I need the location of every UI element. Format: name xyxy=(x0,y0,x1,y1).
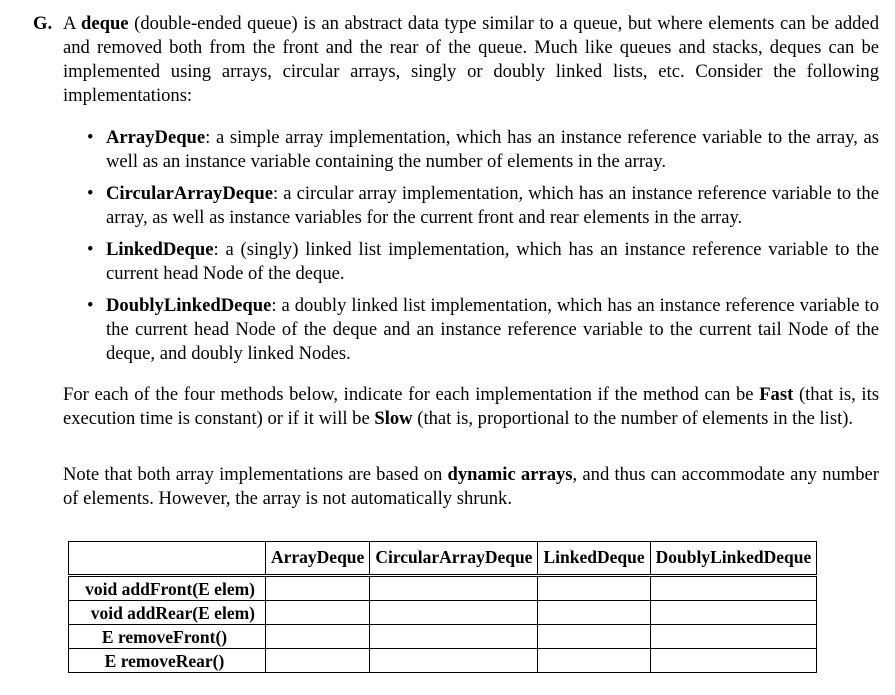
table-row xyxy=(69,625,817,649)
bullet-icon: • xyxy=(87,127,94,148)
answer-cell[interactable] xyxy=(370,625,538,649)
impl-name: ArrayDeque xyxy=(106,127,206,148)
answer-cell[interactable] xyxy=(650,601,817,625)
note-term: dynamic arrays xyxy=(447,464,573,485)
note-text-b: , and thus can accommodate any number of elements. However, the array is not automatically shrunk. xyxy=(63,464,879,509)
answer-table xyxy=(68,541,817,673)
column-header: CircularArrayDeque xyxy=(370,542,538,576)
column-header: DoublyLinkedDeque xyxy=(650,542,817,576)
impl-desc: : a (singly) linked list implementation, which has an instance reference variable to the current head Node of the deque. xyxy=(106,239,879,284)
bullet-icon: • xyxy=(87,295,94,316)
impl-name: CircularArrayDeque xyxy=(106,183,273,204)
answer-cell[interactable] xyxy=(538,601,650,625)
intro-term: deque xyxy=(81,13,129,34)
impl-name: DoublyLinkedDeque xyxy=(106,295,272,316)
list-item xyxy=(63,238,879,286)
question-label: G. xyxy=(33,13,53,34)
answer-cell[interactable] xyxy=(538,576,650,601)
bullet-icon: • xyxy=(87,239,94,260)
instructions-paragraph xyxy=(63,383,879,431)
answer-cell[interactable] xyxy=(266,601,370,625)
intro-text-a: A xyxy=(63,13,82,34)
instr-text-c: (that is, proportional to the number of elements in the list). xyxy=(412,408,854,429)
answer-cell[interactable] xyxy=(538,649,650,673)
answer-cell[interactable] xyxy=(370,601,538,625)
intro-text-b: (double-ended queue) is an abstract data type similar to a queue, but where elements can be added and removed both from the front and the rear of the queue. Much like queues and stacks, deques can be implemented using arrays, circular arrays, singly or doubly linked lists, etc. Consider the following implementations: xyxy=(63,13,879,106)
list-item xyxy=(63,294,879,366)
slow-term: Slow xyxy=(374,408,413,429)
note-paragraph xyxy=(63,463,879,511)
method-label: void addFront(E elem) xyxy=(69,576,266,601)
instr-text-a: For each of the four methods below, indicate for each implementation if the method can be xyxy=(63,384,760,405)
table-row xyxy=(69,601,817,625)
impl-desc: : a doubly linked list implementation, which has an instance reference variable to the current head Node of the deque and an instance reference variable to the current tail Node of the deque, and doubly linked Nodes. xyxy=(106,295,879,364)
answer-cell[interactable] xyxy=(370,576,538,601)
method-label: E removeFront() xyxy=(69,625,266,649)
implementation-list xyxy=(63,126,879,374)
column-header: LinkedDeque xyxy=(538,542,650,576)
answer-cell[interactable] xyxy=(650,649,817,673)
method-label: void addRear(E elem) xyxy=(69,601,266,625)
list-item xyxy=(63,126,879,174)
method-label: E removeRear() xyxy=(69,649,266,673)
intro-paragraph xyxy=(63,12,879,108)
answer-cell[interactable] xyxy=(650,576,817,601)
table-row xyxy=(69,649,817,673)
answer-cell[interactable] xyxy=(538,625,650,649)
column-header: ArrayDeque xyxy=(266,542,370,576)
answer-cell[interactable] xyxy=(266,649,370,673)
table-row xyxy=(69,576,817,601)
bullet-icon: • xyxy=(87,183,94,204)
list-item xyxy=(63,182,879,230)
note-text-a: Note that both array implementations are based on xyxy=(63,464,448,485)
answer-cell[interactable] xyxy=(370,649,538,673)
corner-cell xyxy=(69,542,266,576)
table-header-row xyxy=(69,542,817,576)
answer-cell[interactable] xyxy=(266,625,370,649)
answer-cell[interactable] xyxy=(650,625,817,649)
fast-term: Fast xyxy=(759,384,794,405)
answer-cell[interactable] xyxy=(266,576,370,601)
impl-desc: : a simple array implementation, which has an instance reference variable to the array, as well as an instance variable containing the number of elements in the array. xyxy=(106,127,879,172)
impl-name: LinkedDeque xyxy=(106,239,214,260)
impl-desc: : a circular array implementation, which has an instance reference variable to the array, as well as instance variables for the current front and rear elements in the array. xyxy=(106,183,879,228)
instr-text-b: (that is, its execution time is constant) or if it will be xyxy=(63,384,879,429)
